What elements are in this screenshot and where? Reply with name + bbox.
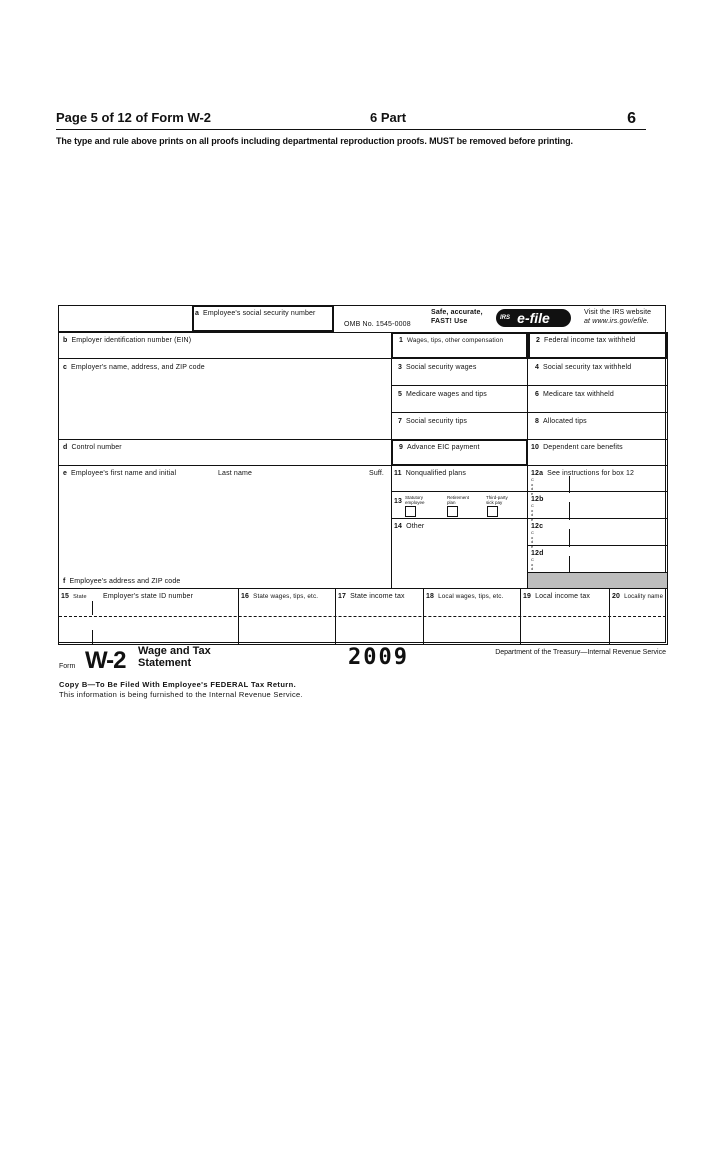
box-15[interactable]: 15 State Employer's state ID number [58,588,239,645]
box-7[interactable]: 7 Social security tips [391,412,528,440]
box-20[interactable]: 20 Locality name [609,588,668,645]
omb-number: OMB No. 1545-0008 [344,321,411,328]
box-12d[interactable]: 12d Cod [527,545,668,573]
box-18[interactable]: 18 Local wages, tips, etc. [423,588,521,645]
retirement-label: Retirement plan [447,495,470,505]
proof-note: The type and rule above prints on all proofs including departmental reproduction proofs. MUST be removed before printing. [56,136,573,146]
box-e-suffix: Suff. [369,470,385,477]
box-b[interactable]: b Employer identification number (EIN) [58,332,392,359]
shaded-box [527,572,668,589]
box-15-label: Employer's state ID number [103,593,194,600]
form-title: Wage and Tax Statement [138,645,211,669]
visit-line2: at www.irs.gov/efile. [584,318,650,325]
box-e[interactable]: e Employee's first name and initial Last name Suff. f Employee's address and ZIP code [58,465,392,589]
copy-b-note: Copy B—To Be Filed With Employee's FEDERAL Tax Return. [59,680,297,689]
box-9[interactable]: 9 Advance EIC payment [391,439,528,466]
box-19[interactable]: 19 Local income tax [520,588,610,645]
box-13[interactable]: 13 Statutory employee Retirement plan Third-party sick pay [391,491,528,519]
part-number: 6 [627,110,636,127]
state-row-divider [59,616,666,617]
furnished-note: This information is being furnished to the Internal Revenue Service. [59,690,303,699]
box-f-label: f Employee's address and ZIP code [63,578,181,585]
box-12c[interactable]: 12c Code [527,518,668,546]
retirement-checkbox[interactable] [447,506,458,517]
box-4[interactable]: 4 Social security tax withheld [527,358,668,386]
thirdparty-label: Third-party sick pay [486,495,508,505]
box-16[interactable]: 16 State wages, tips, etc. [238,588,336,645]
box-e-last-name: Last name [218,470,253,477]
statutory-label: Statutory employee [405,495,425,505]
part-label: 6 Part [370,110,407,125]
box-blank-top [58,305,193,332]
visit-line1: Visit the IRS website [584,309,652,316]
form-footer [58,643,666,703]
statutory-checkbox[interactable] [405,506,416,517]
header-rule [56,129,646,130]
thirdparty-checkbox[interactable] [487,506,498,517]
form-word: Form [59,663,76,670]
safe-line1: Safe, accurate, [431,309,483,316]
box-8[interactable]: 8 Allocated tips [527,412,668,440]
box-12b[interactable]: 12b Code [527,491,668,519]
box-17[interactable]: 17 State income tax [335,588,424,645]
department: Department of the Treasury—Internal Revenue Service [495,649,666,656]
box-5[interactable]: 5 Medicare wages and tips [391,385,528,413]
box-14[interactable]: 14 Other [391,518,528,589]
safe-line2: FAST! Use [431,318,468,325]
tax-year: 2009 [348,645,409,670]
efile-logo: IRS e-file [496,309,571,327]
form-name: W-2 [85,647,126,674]
box-10[interactable]: 10 Dependent care benefits [527,439,668,466]
box-1[interactable]: 1 Wages, tips, other compensation [391,332,528,359]
box-11[interactable]: 11 Nonqualified plans [391,465,528,492]
box-c[interactable]: c Employer's name, address, and ZIP code [58,358,392,440]
box-a-label: Employee's social security number [203,310,316,317]
box-12a[interactable]: 12a See instructions for box 12 Code [527,465,668,492]
w2-form [58,305,666,643]
box-6[interactable]: 6 Medicare tax withheld [527,385,668,413]
page-header [56,110,646,130]
box-d[interactable]: d Control number [58,439,392,466]
box-2[interactable]: 2 Federal income tax withheld [528,332,668,359]
box-3[interactable]: 3 Social security wages [391,358,528,386]
page-info: Page 5 of 12 of Form W-2 [56,110,212,125]
box-a[interactable]: a Employee's social security number [192,305,334,332]
